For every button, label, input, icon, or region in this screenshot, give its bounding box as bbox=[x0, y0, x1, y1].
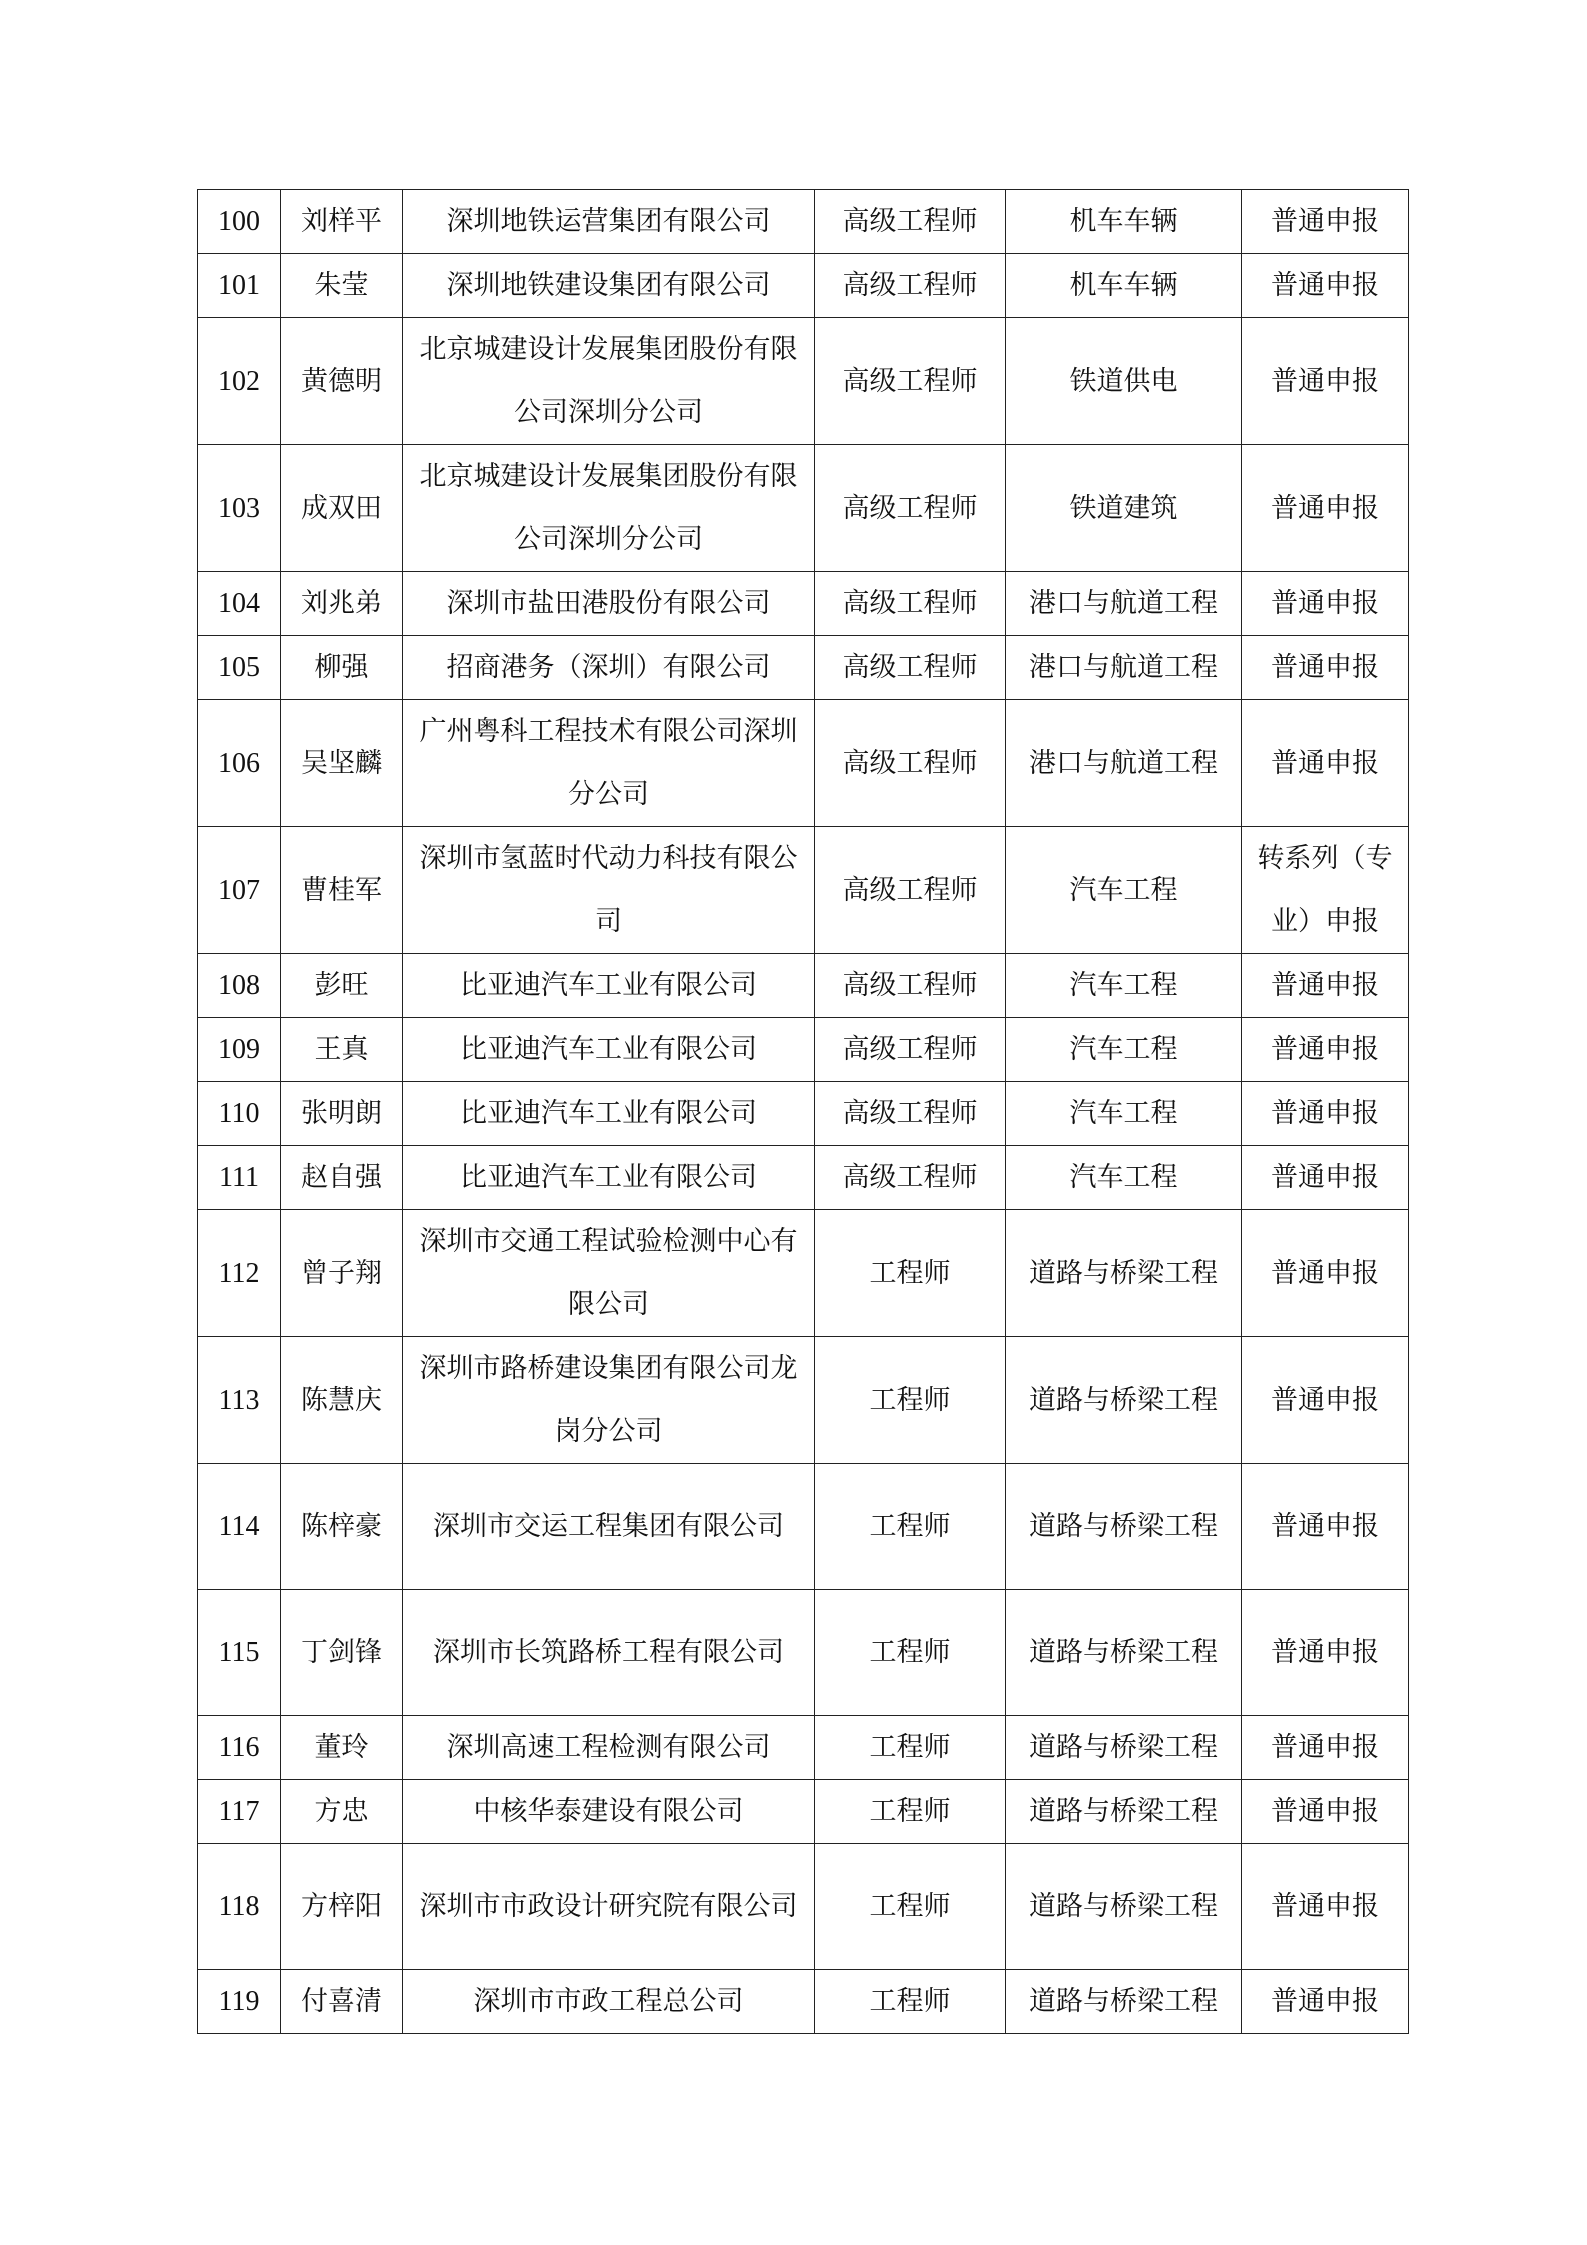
application-type: 普通申报 bbox=[1242, 190, 1409, 254]
person-name: 付喜清 bbox=[281, 1970, 403, 2034]
professional-title: 高级工程师 bbox=[815, 445, 1006, 572]
table-row bbox=[198, 318, 1409, 445]
specialty: 道路与桥梁工程 bbox=[1006, 1210, 1242, 1337]
table-row bbox=[198, 445, 1409, 572]
specialty: 道路与桥梁工程 bbox=[1006, 1464, 1242, 1590]
specialty: 汽车工程 bbox=[1006, 1082, 1242, 1146]
specialty: 道路与桥梁工程 bbox=[1006, 1844, 1242, 1970]
professional-title: 高级工程师 bbox=[815, 1082, 1006, 1146]
table-row bbox=[198, 254, 1409, 318]
application-type: 普通申报 bbox=[1242, 1590, 1409, 1716]
row-number: 112 bbox=[198, 1210, 281, 1337]
person-name: 刘兆弟 bbox=[281, 572, 403, 636]
row-number: 118 bbox=[198, 1844, 281, 1970]
table-row bbox=[198, 1780, 1409, 1844]
professional-title: 工程师 bbox=[815, 1590, 1006, 1716]
person-name: 朱莹 bbox=[281, 254, 403, 318]
professional-title: 工程师 bbox=[815, 1337, 1006, 1464]
table-row bbox=[198, 1716, 1409, 1780]
table-row bbox=[198, 1464, 1409, 1590]
specialty: 汽车工程 bbox=[1006, 954, 1242, 1018]
application-type: 普通申报 bbox=[1242, 1146, 1409, 1210]
application-type: 普通申报 bbox=[1242, 700, 1409, 827]
row-number: 103 bbox=[198, 445, 281, 572]
row-number: 106 bbox=[198, 700, 281, 827]
employer-unit: 比亚迪汽车工业有限公司 bbox=[403, 1018, 815, 1082]
row-number: 105 bbox=[198, 636, 281, 700]
application-type: 普通申报 bbox=[1242, 1082, 1409, 1146]
application-type: 普通申报 bbox=[1242, 1716, 1409, 1780]
application-type: 普通申报 bbox=[1242, 318, 1409, 445]
table-row bbox=[198, 1210, 1409, 1337]
person-name: 曾子翔 bbox=[281, 1210, 403, 1337]
employer-unit: 深圳市交运工程集团有限公司 bbox=[403, 1464, 815, 1590]
table-row bbox=[198, 1146, 1409, 1210]
professional-title: 工程师 bbox=[815, 1780, 1006, 1844]
application-type: 普通申报 bbox=[1242, 1464, 1409, 1590]
specialty: 机车车辆 bbox=[1006, 190, 1242, 254]
person-name: 曹桂军 bbox=[281, 827, 403, 954]
employer-unit: 北京城建设计发展集团股份有限公司深圳分公司 bbox=[403, 445, 815, 572]
application-type: 转系列（专业）申报 bbox=[1242, 827, 1409, 954]
specialty: 道路与桥梁工程 bbox=[1006, 1716, 1242, 1780]
specialty: 港口与航道工程 bbox=[1006, 572, 1242, 636]
employer-unit: 广州粤科工程技术有限公司深圳分公司 bbox=[403, 700, 815, 827]
employer-unit: 深圳市路桥建设集团有限公司龙岗分公司 bbox=[403, 1337, 815, 1464]
person-name: 陈慧庆 bbox=[281, 1337, 403, 1464]
specialty: 铁道供电 bbox=[1006, 318, 1242, 445]
person-name: 董玲 bbox=[281, 1716, 403, 1780]
row-number: 100 bbox=[198, 190, 281, 254]
person-name: 赵自强 bbox=[281, 1146, 403, 1210]
table-row bbox=[198, 1970, 1409, 2034]
application-type: 普通申报 bbox=[1242, 636, 1409, 700]
row-number: 110 bbox=[198, 1082, 281, 1146]
person-name: 柳强 bbox=[281, 636, 403, 700]
professional-title: 高级工程师 bbox=[815, 572, 1006, 636]
table-row bbox=[198, 572, 1409, 636]
row-number: 107 bbox=[198, 827, 281, 954]
row-number: 102 bbox=[198, 318, 281, 445]
employer-unit: 招商港务（深圳）有限公司 bbox=[403, 636, 815, 700]
table-row bbox=[198, 700, 1409, 827]
specialty: 港口与航道工程 bbox=[1006, 700, 1242, 827]
employer-unit: 深圳市交通工程试验检测中心有限公司 bbox=[403, 1210, 815, 1337]
row-number: 104 bbox=[198, 572, 281, 636]
employer-unit: 比亚迪汽车工业有限公司 bbox=[403, 1146, 815, 1210]
professional-title: 工程师 bbox=[815, 1210, 1006, 1337]
person-name: 丁剑锋 bbox=[281, 1590, 403, 1716]
application-type: 普通申报 bbox=[1242, 572, 1409, 636]
table-row bbox=[198, 1844, 1409, 1970]
employer-unit: 深圳市盐田港股份有限公司 bbox=[403, 572, 815, 636]
professional-title: 工程师 bbox=[815, 1844, 1006, 1970]
specialty: 道路与桥梁工程 bbox=[1006, 1970, 1242, 2034]
professional-title: 工程师 bbox=[815, 1970, 1006, 2034]
roster-table bbox=[197, 189, 1409, 2034]
professional-title: 工程师 bbox=[815, 1716, 1006, 1780]
row-number: 101 bbox=[198, 254, 281, 318]
application-type: 普通申报 bbox=[1242, 445, 1409, 572]
professional-title: 高级工程师 bbox=[815, 254, 1006, 318]
table-row bbox=[198, 1337, 1409, 1464]
employer-unit: 中核华泰建设有限公司 bbox=[403, 1780, 815, 1844]
specialty: 道路与桥梁工程 bbox=[1006, 1780, 1242, 1844]
employer-unit: 深圳高速工程检测有限公司 bbox=[403, 1716, 815, 1780]
person-name: 张明朗 bbox=[281, 1082, 403, 1146]
professional-title: 高级工程师 bbox=[815, 1146, 1006, 1210]
employer-unit: 深圳地铁建设集团有限公司 bbox=[403, 254, 815, 318]
application-type: 普通申报 bbox=[1242, 254, 1409, 318]
professional-title: 高级工程师 bbox=[815, 1018, 1006, 1082]
table-row bbox=[198, 190, 1409, 254]
row-number: 109 bbox=[198, 1018, 281, 1082]
employer-unit: 深圳市氢蓝时代动力科技有限公司 bbox=[403, 827, 815, 954]
application-type: 普通申报 bbox=[1242, 954, 1409, 1018]
table-row bbox=[198, 954, 1409, 1018]
row-number: 117 bbox=[198, 1780, 281, 1844]
person-name: 方梓阳 bbox=[281, 1844, 403, 1970]
table-row bbox=[198, 827, 1409, 954]
table-row bbox=[198, 636, 1409, 700]
specialty: 汽车工程 bbox=[1006, 1018, 1242, 1082]
person-name: 成双田 bbox=[281, 445, 403, 572]
application-type: 普通申报 bbox=[1242, 1844, 1409, 1970]
row-number: 115 bbox=[198, 1590, 281, 1716]
table-row bbox=[198, 1082, 1409, 1146]
specialty: 汽车工程 bbox=[1006, 1146, 1242, 1210]
employer-unit: 比亚迪汽车工业有限公司 bbox=[403, 1082, 815, 1146]
professional-title: 高级工程师 bbox=[815, 700, 1006, 827]
person-name: 王真 bbox=[281, 1018, 403, 1082]
person-name: 吴坚麟 bbox=[281, 700, 403, 827]
professional-title: 高级工程师 bbox=[815, 318, 1006, 445]
employer-unit: 深圳地铁运营集团有限公司 bbox=[403, 190, 815, 254]
table-row bbox=[198, 1590, 1409, 1716]
specialty: 道路与桥梁工程 bbox=[1006, 1337, 1242, 1464]
person-name: 陈梓豪 bbox=[281, 1464, 403, 1590]
person-name: 方忠 bbox=[281, 1780, 403, 1844]
employer-unit: 深圳市市政设计研究院有限公司 bbox=[403, 1844, 815, 1970]
person-name: 刘样平 bbox=[281, 190, 403, 254]
specialty: 道路与桥梁工程 bbox=[1006, 1590, 1242, 1716]
application-type: 普通申报 bbox=[1242, 1337, 1409, 1464]
professional-title: 工程师 bbox=[815, 1464, 1006, 1590]
specialty: 港口与航道工程 bbox=[1006, 636, 1242, 700]
table-row bbox=[198, 1018, 1409, 1082]
row-number: 108 bbox=[198, 954, 281, 1018]
employer-unit: 比亚迪汽车工业有限公司 bbox=[403, 954, 815, 1018]
application-type: 普通申报 bbox=[1242, 1018, 1409, 1082]
application-type: 普通申报 bbox=[1242, 1970, 1409, 2034]
specialty: 铁道建筑 bbox=[1006, 445, 1242, 572]
person-name: 彭旺 bbox=[281, 954, 403, 1018]
roster-table-body bbox=[198, 190, 1409, 2034]
row-number: 116 bbox=[198, 1716, 281, 1780]
employer-unit: 深圳市长筑路桥工程有限公司 bbox=[403, 1590, 815, 1716]
row-number: 119 bbox=[198, 1970, 281, 2034]
row-number: 113 bbox=[198, 1337, 281, 1464]
specialty: 汽车工程 bbox=[1006, 827, 1242, 954]
application-type: 普通申报 bbox=[1242, 1210, 1409, 1337]
row-number: 114 bbox=[198, 1464, 281, 1590]
professional-title: 高级工程师 bbox=[815, 190, 1006, 254]
employer-unit: 深圳市市政工程总公司 bbox=[403, 1970, 815, 2034]
person-name: 黄德明 bbox=[281, 318, 403, 445]
application-type: 普通申报 bbox=[1242, 1780, 1409, 1844]
professional-title: 高级工程师 bbox=[815, 636, 1006, 700]
row-number: 111 bbox=[198, 1146, 281, 1210]
professional-title: 高级工程师 bbox=[815, 954, 1006, 1018]
employer-unit: 北京城建设计发展集团股份有限公司深圳分公司 bbox=[403, 318, 815, 445]
specialty: 机车车辆 bbox=[1006, 254, 1242, 318]
professional-title: 高级工程师 bbox=[815, 827, 1006, 954]
